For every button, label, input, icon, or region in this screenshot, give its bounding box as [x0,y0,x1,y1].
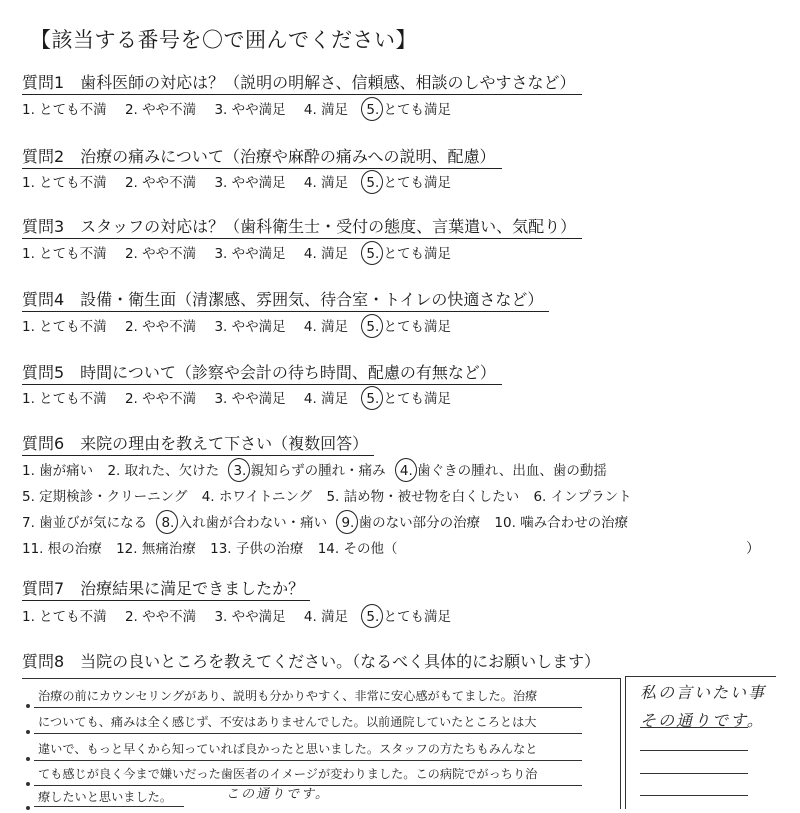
option-5-selected[interactable]: 5. とても満足 [366,609,452,625]
ruled-line [34,733,582,734]
reason-white-fillings[interactable]: 5. 詰め物・被せ物を白くしたい [326,489,520,505]
option-5-selected[interactable]: 5. とても満足 [366,175,452,191]
side-note-line-1: 私の言いたい事 [640,683,767,702]
reason-14-other[interactable]: 14. その他（ [317,541,398,557]
ruled-line [34,806,184,807]
option-3[interactable]: 3. やや満足 [214,609,286,625]
question-6-row-4 [22,540,407,558]
question-6-row-1 [22,462,617,480]
option-1[interactable]: 1. とても不満 [22,391,107,407]
option-2[interactable]: 2. やや不満 [124,102,197,118]
question-8-heading: 質問8 当院の良いところを教えてください。（なるべく具体的にお願いします） [22,652,601,671]
question-1-heading: 質問1 歯科医師の対応は？（説明の明解さ、信頼感、相談のしやすさなど） [22,72,582,95]
option-3[interactable]: 3. やや満足 [214,319,286,335]
line-dot [26,757,30,761]
comment-line-5: 療したいと思いました。 [38,790,173,804]
option-1[interactable]: 1. とても不満 [22,319,107,335]
option-4[interactable]: 4. 満足 [303,102,349,118]
line-dot [26,730,30,734]
question-4-heading: 質問4 設備・衛生面（清潔感、雰囲気、待合室・トイレの快適さなど） [22,289,549,312]
option-1[interactable]: 1. とても不満 [22,246,107,262]
side-ruled-line [640,795,748,796]
comment-line-2: についても、痛みは全く感じず、不安はありませんでした。以前通院していたところとは大 [38,715,537,729]
reason-8-selected[interactable]: 8. 入れ歯が合わない・痛い [161,515,328,531]
side-ruled-line [640,773,748,774]
option-3[interactable]: 3. やや満足 [214,391,286,407]
question-3-options [22,245,465,263]
side-ruled-line [640,750,748,751]
question-5-heading: 質問5 時間について（診察や会計の待ち時間、配慮の有無など） [22,362,502,385]
option-1[interactable]: 1. とても不満 [22,609,107,625]
comment-line-4: ても感じが良く今まで嫌いだった歯医者のイメージが変わりました。この病院でがっちり治 [38,767,538,781]
reason-10[interactable]: 10. 噛み合わせの治療 [494,515,629,531]
option-5-selected[interactable]: 5. とても満足 [366,102,452,118]
option-2[interactable]: 2. やや不満 [124,391,197,407]
question-4-options [22,318,465,336]
side-note-line-2: その通りです。 [640,711,765,730]
question-1-options [22,101,465,119]
reason-2[interactable]: 2. 取れた、欠けた [107,463,220,479]
comment-line-3: 違いで、もっと早くから知っていれば良かったと思いました。スタッフの方たちもみんなと [38,742,538,756]
reason-12[interactable]: 12. 無痛治療 [116,541,196,557]
option-2[interactable]: 2. やや不満 [124,175,197,191]
handwritten-ending: この通りです。 [226,787,330,802]
page-title: 【該当する番号を〇で囲んでください】 [30,28,417,52]
question-5-options [22,390,465,408]
option-2[interactable]: 2. やや不満 [124,319,197,335]
option-1[interactable]: 1. とても不満 [22,102,107,118]
option-3[interactable]: 3. やや満足 [214,102,286,118]
reason-whitening[interactable]: 4. ホワイトニング [201,489,313,505]
reason-7[interactable]: 7. 歯並びが気になる [22,515,148,531]
option-3[interactable]: 3. やや満足 [214,246,286,262]
line-dot [26,704,30,708]
question-6-row-3 [22,514,638,532]
question-6-heading: 質問6 来院の理由を教えて下さい（複数回答） [22,433,374,456]
option-2[interactable]: 2. やや不満 [124,609,197,625]
option-5-selected[interactable]: 5. とても満足 [366,391,452,407]
other-paren-close: ） [746,541,760,557]
option-3[interactable]: 3. やや満足 [214,175,286,191]
reason-3-selected[interactable]: 3. 親知らずの腫れ・痛み [233,463,386,479]
option-5-selected[interactable]: 5. とても満足 [366,319,452,335]
option-4[interactable]: 4. 満足 [303,391,349,407]
reason-9-selected[interactable]: 9. 歯のない部分の治療 [341,515,481,531]
reason-5[interactable]: 5. 定期検診・クリーニング [22,489,188,505]
option-4[interactable]: 4. 満足 [303,609,349,625]
ruled-line [34,760,582,761]
question-6-row-2 [22,488,642,506]
reason-4-selected[interactable]: 4. 歯ぐきの腫れ、出血、歯の動揺 [399,463,607,479]
question-7-options [22,608,465,626]
question-2-heading: 質問2 治療の痛みについて（治療や麻酔の痛みへの説明、配慮） [22,146,502,169]
option-4[interactable]: 4. 満足 [303,319,349,335]
question-2-options [22,174,465,192]
reason-11[interactable]: 11. 根の治療 [22,541,102,557]
option-1[interactable]: 1. とても不満 [22,175,107,191]
reason-1[interactable]: 1. 歯が痛い [22,463,94,479]
question-3-heading: 質問3 スタッフの対応は？（歯科衛生士・受付の態度、言葉遣い、気配り） [22,216,582,239]
line-dot [26,806,30,810]
option-5-selected[interactable]: 5. とても満足 [366,246,452,262]
reason-implant[interactable]: 6. インプラント [533,489,632,505]
side-ruled-line [640,727,748,728]
comment-line-1: 治療の前にカウンセリングがあり、説明も分かりやすく、非常に安心感がもてました。治療 [38,689,538,703]
option-4[interactable]: 4. 満足 [303,246,349,262]
line-dot [26,782,30,786]
option-4[interactable]: 4. 満足 [303,175,349,191]
reason-13[interactable]: 13. 子供の治療 [210,541,304,557]
option-2[interactable]: 2. やや不満 [124,246,197,262]
ruled-line [34,707,582,708]
question-7-heading: 質問7 治療結果に満足できましたか？ [22,578,310,601]
